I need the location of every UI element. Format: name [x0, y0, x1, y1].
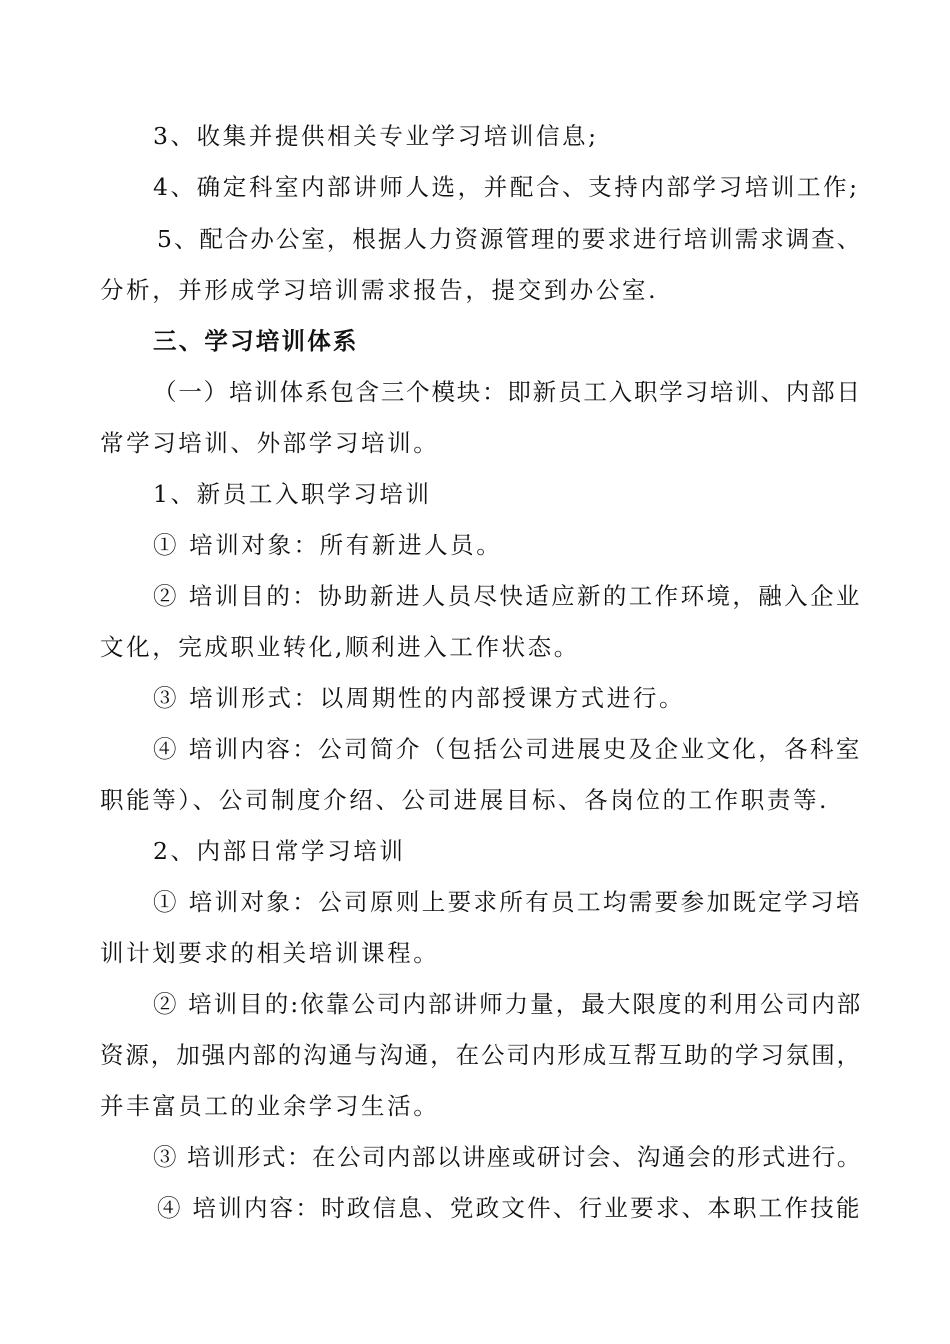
paragraph-intro-cont: 常学习培训、外部学习培训。 — [100, 429, 440, 457]
item-1-purpose-cont: 文化，完成职业转化,顺利进入工作状态。 — [100, 633, 580, 661]
item-2-purpose-cont-2: 并丰富员工的业余学习生活。 — [100, 1092, 440, 1120]
list-item-4: 4、确定科室内部讲师人选，并配合、支持内部学习培训工作; — [153, 173, 860, 201]
item-2-purpose-cont: 资源，加强内部的沟通与沟通，在公司内形成互帮互助的学习氛围， — [100, 1041, 862, 1069]
item-2-form: ③ 培训形式：在公司内部以讲座或研讨会、沟通会的形式进行。 — [153, 1143, 862, 1171]
list-item-5: 5、配合办公室，根据人力资源管理的要求进行培训需求调查、 — [157, 225, 863, 253]
subheading-1: 1、新员工入职学习培训 — [153, 480, 432, 508]
item-2-target-cont: 训计划要求的相关培训课程。 — [100, 939, 440, 967]
subheading-2: 2、内部日常学习培训 — [153, 837, 406, 865]
item-2-target: ① 培训对象：公司原则上要求所有员工均需要参加既定学习培 — [153, 888, 862, 916]
item-1-content: ④ 培训内容：公司简介（包括公司进展史及企业文化，各科室 — [153, 735, 862, 763]
paragraph-intro: （一）培训体系包含三个模块：即新员工入职学习培训、内部日 — [153, 378, 862, 406]
list-item-5-cont: 分析，并形成学习培训需求报告，提交到办公室. — [100, 276, 659, 304]
item-1-target: ① 培训对象：所有新进人员。 — [153, 531, 503, 559]
list-item-3: 3、收集并提供相关专业学习培训信息; — [153, 122, 599, 150]
item-1-purpose: ② 培训目的：协助新进人员尽快适应新的工作环境，融入企业 — [153, 582, 862, 610]
item-1-content-cont: 职能等）、公司制度介绍、公司进展目标、各岗位的工作职责等. — [100, 786, 830, 814]
section-heading: 三、学习培训体系 — [153, 327, 359, 355]
item-1-form: ③ 培训形式：以周期性的内部授课方式进行。 — [153, 684, 686, 712]
item-2-content: ④ 培训内容：时政信息、党政文件、行业要求、本职工作技能 — [157, 1194, 862, 1222]
item-2-purpose: ② 培训目的:依靠公司内部讲师力量，最大限度的利用公司内部 — [153, 990, 863, 1018]
